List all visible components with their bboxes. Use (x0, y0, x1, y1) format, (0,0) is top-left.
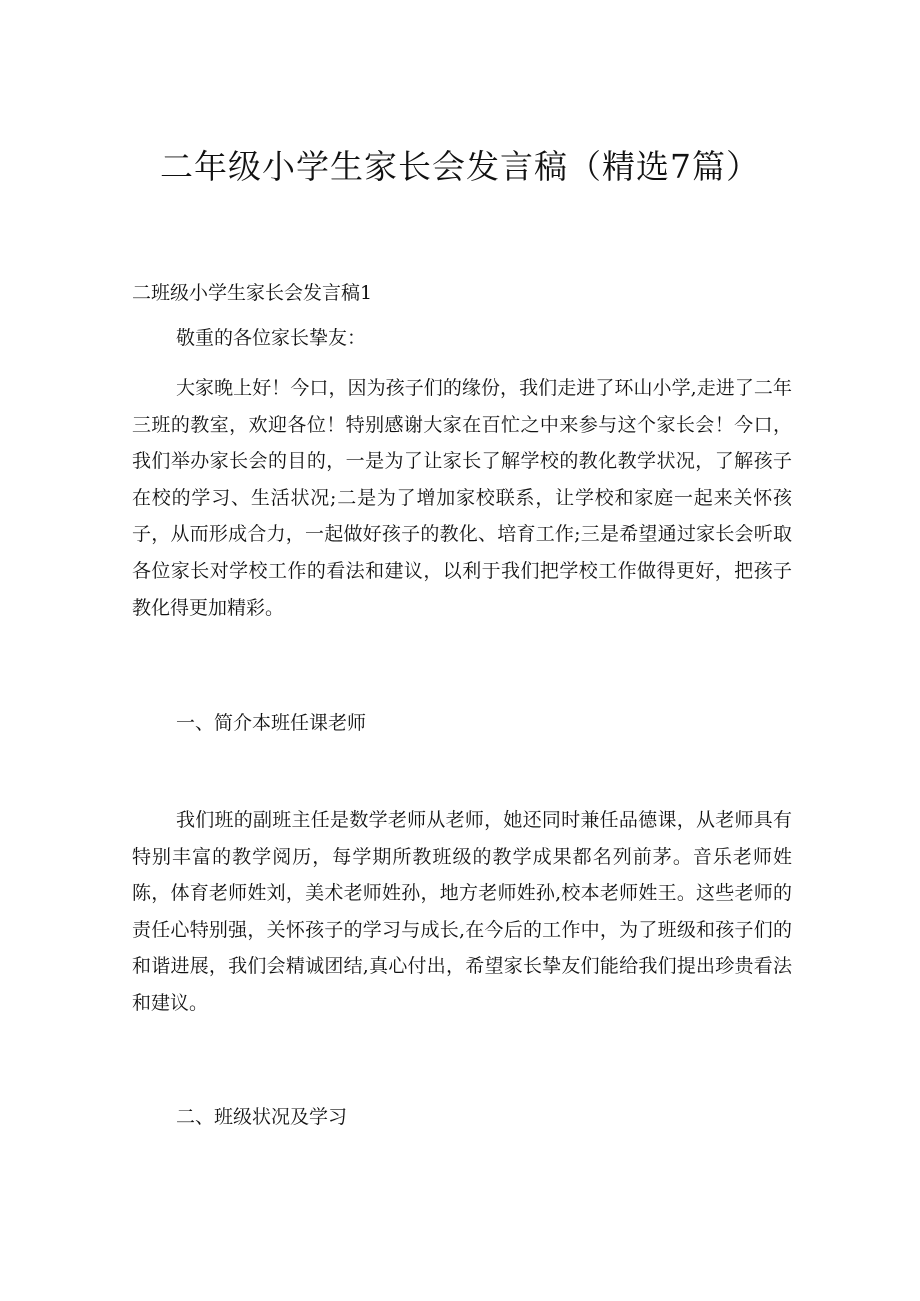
subheading-teachers: 一、简介本班任课老师 (176, 712, 367, 734)
salutation: 敬重的各位家长挚友： (176, 327, 367, 349)
section-heading: 二班级小学生家长会发言稿1 (132, 282, 373, 304)
document-title: 二年级小学生家长会发言稿（精选7篇） (160, 147, 760, 186)
subheading-class-status: 二、班级状况及学习 (176, 1106, 348, 1128)
paragraph-teachers: 我们班的副班主任是数学老师从老师，她还同时兼任品德课，从老师具有特别丰富的教学阅历，每学期所教班级的教学成果都名列前茅。音乐老师姓陈，体育老师姓刘，美术老师姓孙，地方老师姓孙,校本老师姓王。这些老师的责任心特别强，关怀孩子的学习与成长,在今后的工作中，为了班级和孩子们的和谐进展，我们会精诚团结,真心付出，希望家长挚友们能给我们提出珍贵看法和建议。 (132, 809, 792, 1014)
paragraph-welcome: 大家晚上好！今口，因为孩子们的缘份，我们走进了环山小学,走进了二年三班的教室，欢迎各位！特别感谢大家在百忙之中来参与这个家长会！今口，我们举办家长会的目的，一是为了让家长了解学校的教化教学状况，了解孩子在校的学习、生活状况;二是为了增加家校联系，让学校和家庭一起来关怀孩子，从而形成合力，一起做好孩子的教化、培育工作;三是希望通过家长会听取各位家长对学校工作的看法和建议，以利于我们把学校工作做得更好，把孩子教化得更加精彩。 (132, 377, 792, 619)
